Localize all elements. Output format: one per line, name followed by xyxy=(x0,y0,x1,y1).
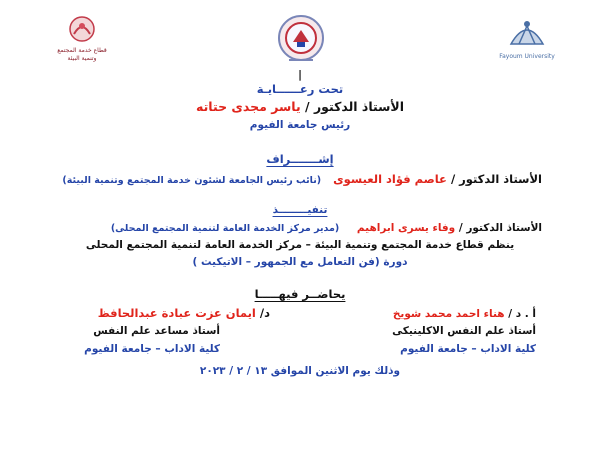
lecturer-right-faculty: كلية الاداب – جامعة الفيوم xyxy=(400,343,536,355)
lecturers-heading xyxy=(0,289,600,301)
lecturer-right-title: أ . د / xyxy=(508,308,536,320)
supervision-name: عاصم فؤاد العيسوى xyxy=(333,172,447,186)
lecturer-left-title: د/ xyxy=(259,306,270,320)
event-date: وذلك يوم الاثنين الموافق ١٣ / ٢ / ٢٠٢٣ xyxy=(199,365,401,377)
execution-heading: تنفيــــــــذ xyxy=(272,204,328,216)
lecturer-left-line xyxy=(98,308,270,320)
supervision-heading: إشـــــــراف xyxy=(266,152,334,166)
supervision-title: الأستاذ الدكتور / xyxy=(450,172,542,186)
university-center-logo xyxy=(275,12,327,66)
execution-title: الأستاذ الدكتور / xyxy=(458,222,542,234)
patronage-line xyxy=(0,101,600,114)
supervision-role: (نائب رئيس الجامعة لشئون خدمة المجتمع وتنمية البيئة) xyxy=(62,175,322,186)
patronage-role: رئيس جامعة الفيوم xyxy=(249,119,351,131)
lecturer-left-name: ايمان عزت عبادة عبدالحافظ xyxy=(97,306,256,320)
lecturer-left-faculty: كلية الاداب – جامعة الفيوم xyxy=(84,343,220,355)
lecturers-heading-text: يحاضــر فيهـــــا xyxy=(254,287,346,301)
patronage-heading: تحت رعــــــايـة xyxy=(256,82,344,96)
lecturer-right-name: هناء احمد محمد شويخ xyxy=(392,308,505,320)
top-marker: | xyxy=(298,69,302,81)
patronage-title: الأستاذ الدكتور / xyxy=(305,99,404,114)
lecturer-left-position: أستاذ مساعد علم النفس xyxy=(93,325,220,337)
lecturer-right-position: أستاذ علم النفس الاكلينيكى xyxy=(392,325,536,337)
execution-name: وفاء يسرى ابراهيم xyxy=(356,222,456,234)
left-logo-caption-1: قطاع خدمة المجتمع xyxy=(57,47,107,54)
left-logo-caption-2: وتنمية البيئة xyxy=(67,55,97,62)
patronage-name: ياسر مجدى حتاته xyxy=(196,99,301,114)
right-logo-caption: Fayoum University xyxy=(499,53,555,60)
lecturer-right-line xyxy=(393,309,536,320)
supervision-line xyxy=(62,174,542,186)
execution-line xyxy=(111,223,542,234)
organizer-line: ينظم قطاع خدمة المجتمع وتنمية البيئة – مركز الخدمة العامة لتنمية المجتمع المحلى xyxy=(85,239,515,251)
course-title: دورة (فن التعامل مع الجمهور – الاتيكيت ) xyxy=(192,256,408,268)
execution-role: (مدير مركز الخدمة العامة لتنمية المجتمع المحلى) xyxy=(110,223,340,234)
